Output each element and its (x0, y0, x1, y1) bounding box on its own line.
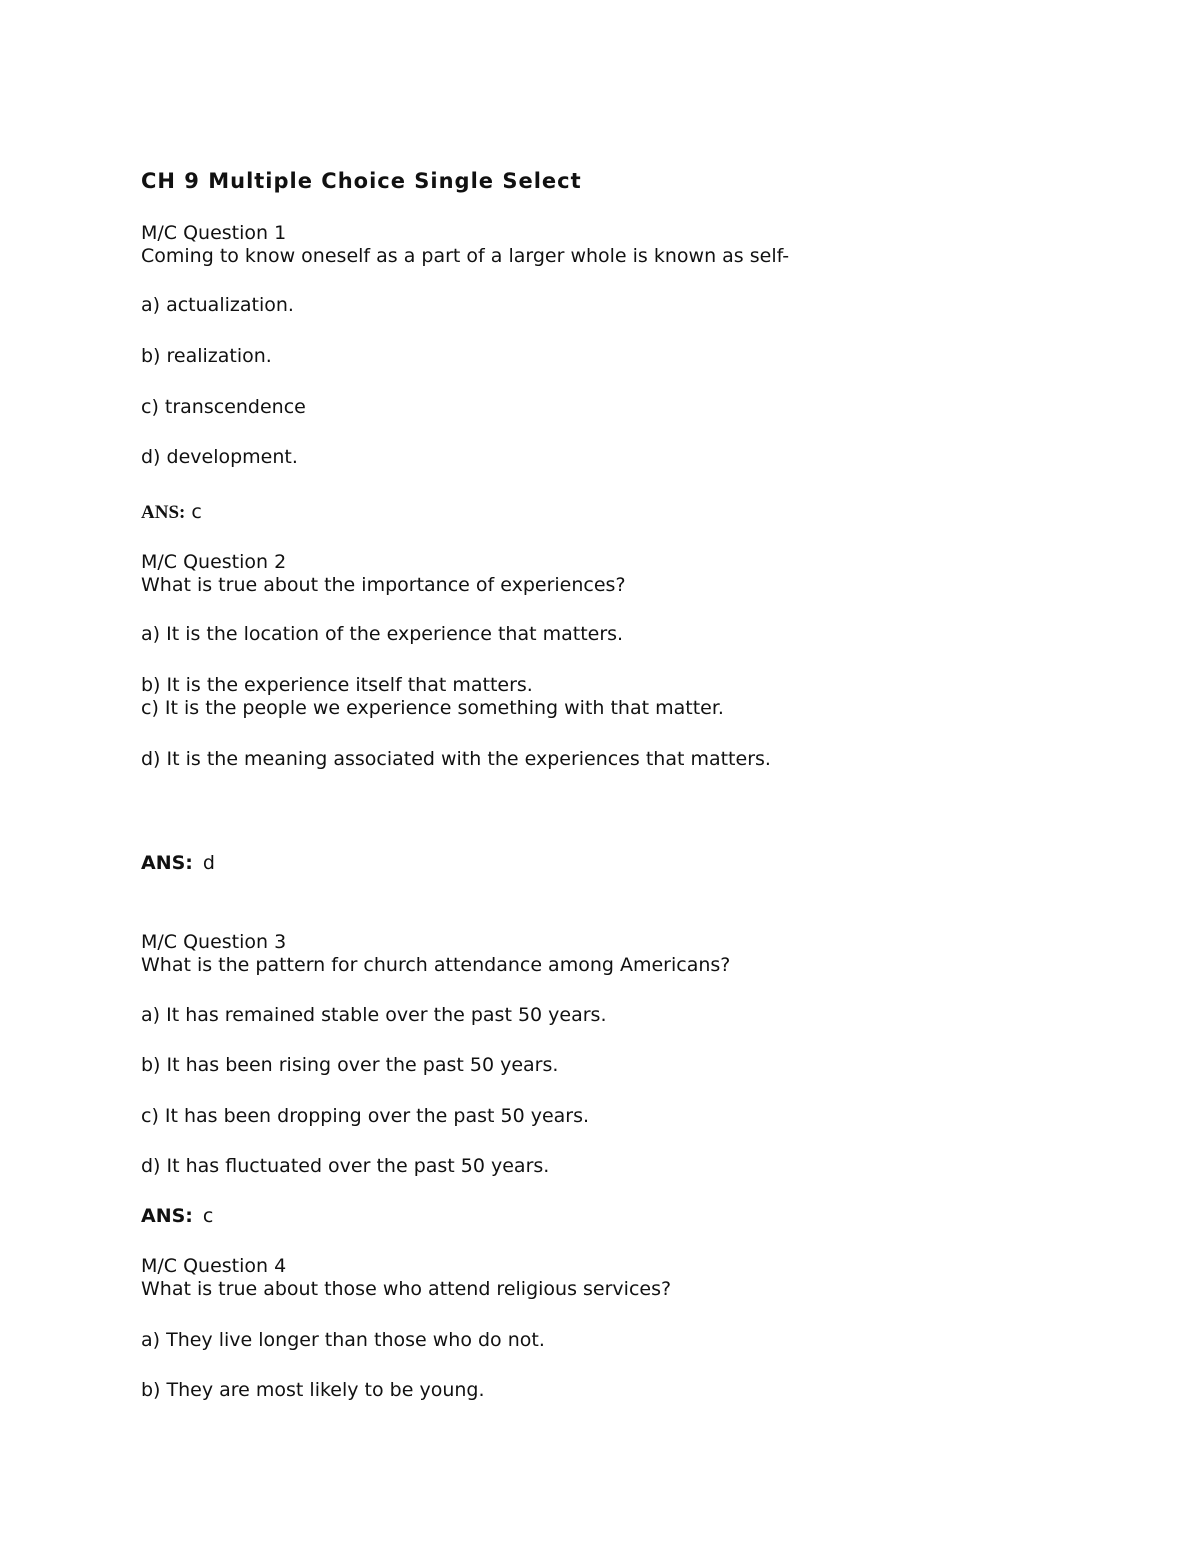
answer-value: c (202, 1205, 214, 1227)
question-3-answer (141, 1204, 213, 1228)
question-2-prompt: What is true about the importance of experiences? (141, 574, 626, 596)
question-1-option-b: b) realization. (141, 345, 272, 367)
question-4-option-a: a) They live longer than those who do not. (141, 1329, 545, 1351)
question-4-header: M/C Question 4 (141, 1255, 287, 1277)
question-3-prompt: What is the pattern for church attendance among Americans? (141, 954, 731, 976)
question-2-option-d: d) It is the meaning associated with the experiences that matters. (141, 748, 771, 770)
question-1-prompt: Coming to know oneself as a part of a larger whole is known as self- (141, 245, 790, 267)
question-3-option-a: a) It has remained stable over the past 50 years. (141, 1004, 607, 1026)
question-3-option-b: b) It has been rising over the past 50 years. (141, 1054, 559, 1076)
question-1-option-a: a) actualization. (141, 294, 294, 316)
document-title: CH 9 Multiple Choice Single Select (141, 169, 582, 193)
question-1-option-d: d) development. (141, 446, 298, 468)
answer-label: ANS: (141, 852, 193, 874)
question-2-option-a: a) It is the location of the experience that matters. (141, 623, 624, 645)
question-2-option-b: b) It is the experience itself that matters. (141, 674, 533, 696)
answer-label: ANS: (141, 502, 186, 523)
question-4-prompt: What is true about those who attend religious services? (141, 1278, 672, 1300)
question-1-option-c: c) transcendence (141, 396, 306, 418)
question-1-answer (141, 500, 202, 525)
answer-label: ANS: (141, 1205, 193, 1227)
question-3-option-d: d) It has fluctuated over the past 50 years. (141, 1155, 550, 1177)
question-4-option-b: b) They are most likely to be young. (141, 1379, 485, 1401)
answer-value: c (191, 501, 202, 523)
question-3-header: M/C Question 3 (141, 931, 287, 953)
question-2-header: M/C Question 2 (141, 551, 287, 573)
question-2-answer (141, 851, 215, 875)
question-2-option-c: c) It is the people we experience something with that matter. (141, 697, 724, 719)
question-3-option-c: c) It has been dropping over the past 50 years. (141, 1105, 590, 1127)
question-1-header: M/C Question 1 (141, 222, 287, 244)
answer-value: d (202, 852, 215, 874)
